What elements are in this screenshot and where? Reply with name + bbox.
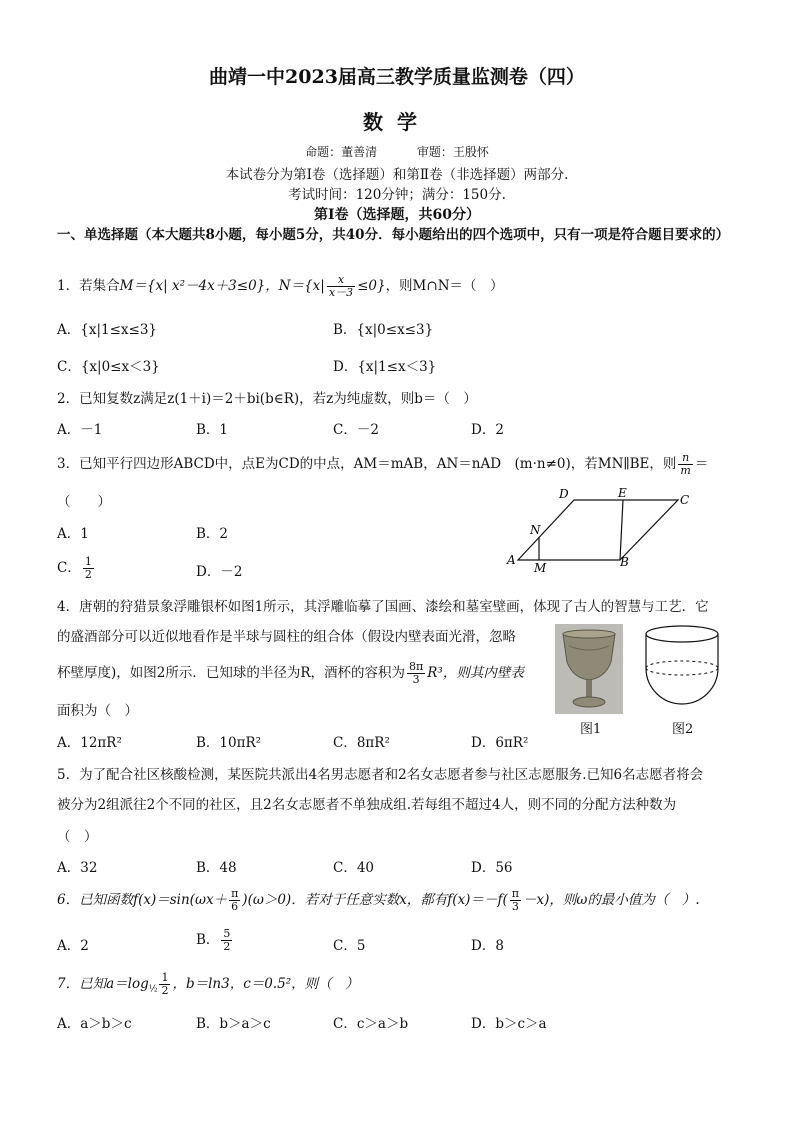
q5-option-d[interactable]: D．56 (471, 860, 513, 876)
q3-option-c-label: C． (57, 560, 81, 576)
q5-option-b[interactable]: B．48 (196, 860, 237, 876)
parallelogram-figure (500, 484, 700, 574)
q6-pre: 6．已知函数f(x)＝sin(ωx＋ (57, 892, 228, 908)
q1-set-n-post: ≤0} (357, 278, 386, 294)
author: 命题：董善清 (305, 145, 378, 159)
goblet-stem (586, 680, 592, 698)
q3-c-den: 2 (84, 568, 92, 581)
goblet-rim (563, 630, 615, 638)
q4-line-2: 的盛酒部分可以近似地看作是半球与圆柱的组合体（假设内壁表面光滑，忽略 (57, 629, 516, 645)
q6-frac-1 (229, 888, 240, 913)
q7-post: ，b＝ln3，c＝0.5²，则（ ） (172, 976, 359, 992)
q4-frac-den: 3 (412, 673, 420, 686)
q6-option-b-label: B． (196, 932, 220, 948)
question-3 (57, 452, 708, 477)
q6-post: －x)，则ω的最小值为（ ）. (522, 892, 700, 908)
label-d: D (559, 487, 569, 501)
subject-title: 数学 (363, 110, 431, 134)
q6-frac-2-num: π (511, 887, 519, 900)
q1-frac-den: x－3 (328, 286, 354, 299)
q4-frac-num: 8π (409, 660, 424, 673)
q4-option-b[interactable]: B．10πR² (196, 735, 262, 751)
q6-option-b[interactable] (196, 928, 234, 953)
section-title: 一、单选择题（本大题共8小题，每小题5分，共40分．每小题给出的四个选项中，只有一项是符合题目要求的） (57, 227, 730, 243)
figure-2-caption: 图2 (672, 722, 694, 737)
segment-be (620, 500, 623, 560)
q4-line-4: 面积为（ ） (57, 703, 138, 719)
q5-option-c[interactable]: C．40 (333, 860, 375, 876)
q1-option-a[interactable]: A．{x|1≤x≤3} (57, 322, 158, 338)
q1-frac-num: x (327, 274, 355, 287)
intro-line-2: 考试时间：120分钟；满分：150分. (288, 187, 506, 203)
q1-option-b[interactable]: B．{x|0≤x≤3} (333, 322, 434, 338)
q7-frac-den: 2 (161, 984, 169, 997)
q1-ask: ，则M∩N＝（ ） (385, 278, 504, 294)
label-n: N (530, 523, 541, 537)
q3-option-d[interactable]: D．－2 (196, 564, 243, 580)
q4-line-1: 4．唐朝的狩猎景象浮雕银杯如图1所示，其浮雕临摹了国画、漆绘和墓室壁画，体现了古人的智慧与工艺．它 (57, 599, 709, 615)
intro-line-1: 本试卷分为第Ⅰ卷（选择题）和第Ⅱ卷（非选择题）两部分. (225, 167, 569, 183)
q4-option-c[interactable]: C．8πR² (333, 735, 390, 751)
parallelogram-shape (518, 500, 678, 560)
q7-frac-num: 1 (161, 971, 169, 984)
q3-option-b[interactable]: B．2 (196, 526, 229, 542)
q4-option-a[interactable]: A．12πR² (57, 735, 122, 751)
label-m: M (534, 561, 547, 574)
label-e: E (618, 486, 627, 500)
q6-b-den: 2 (223, 940, 231, 953)
label-a: A (507, 553, 516, 567)
q5-line-1: 5．为了配合社区核酸检测，某医院共派出4名男志愿者和2名女志愿者参与社区志愿服务.已知6名志愿者将会 (57, 767, 704, 783)
q6-frac-2-den: 3 (511, 900, 519, 913)
q6-frac-1-den: 6 (231, 900, 239, 913)
q3-c-num: 1 (84, 555, 92, 568)
q1-fraction (327, 274, 355, 299)
q6-frac-2 (510, 888, 521, 913)
q5-option-a[interactable]: A．32 (57, 860, 98, 876)
q7-option-a[interactable]: A．a＞b＞c (57, 1016, 132, 1032)
hemisphere-cylinder-figure (642, 622, 728, 714)
q6-option-b-frac (221, 928, 232, 953)
q4-option-d[interactable]: D．6πR² (471, 735, 529, 751)
exam-title: 曲靖一中2023届高三教学质量监测卷（四） (209, 66, 585, 88)
hemisphere-dashed-ellipse-front (646, 668, 718, 675)
q6-b-num: 5 (223, 927, 231, 940)
q3-paren: （ ） (57, 494, 111, 510)
q4-fraction (407, 661, 425, 686)
goblet-photo (555, 624, 623, 714)
q5-line-2: 被分为2组派往2个不同的社区，且2名女志愿者不单独成组.若每组不超过4人，则不同的分配方法种数为 (57, 797, 677, 813)
q3-frac-num: n (678, 452, 692, 465)
q4-line-3 (57, 661, 524, 686)
q2-option-c[interactable]: C．－2 (333, 422, 379, 438)
q1-num: 1．若集合 (57, 278, 120, 294)
q2-option-d[interactable]: D．2 (471, 422, 504, 438)
q6-option-c[interactable]: C．5 (333, 938, 366, 954)
reviewer: 审题：王殷怀 (416, 145, 489, 159)
goblet-foot (573, 697, 605, 707)
q6-frac-1-num: π (231, 887, 239, 900)
label-b: B (620, 555, 629, 569)
q1-set-m: M＝{x| x²－4x＋3≤0} (119, 278, 266, 294)
q3-text: 3．已知平行四边形ABCD中，点E为CD的中点，AM＝mAB，AN＝nAD (m·n≠0)，若MN∥BE，则 (57, 456, 677, 472)
q4-line-3-pre: 杯壁厚度)，如图2所示．已知球的半径为R，酒杯的容积为 (57, 665, 406, 681)
q1-option-c[interactable]: C．{x|0≤x＜3} (57, 359, 160, 375)
figure-1-caption: 图1 (580, 722, 602, 737)
question-1 (57, 274, 504, 299)
q7-option-c[interactable]: C．c＞a＞b (333, 1016, 409, 1032)
q3-option-a[interactable]: A．1 (57, 526, 89, 542)
q7-option-d[interactable]: D．b＞c＞a (471, 1016, 547, 1032)
question-2: 2．已知复数z满足z(1＋i)＝2＋bi(b∈R)，若z为纯虚数，则b＝（ ） (57, 391, 477, 407)
q4-line-3-post: R³，则其内壁表 (427, 665, 524, 681)
q3-option-c-frac (83, 556, 94, 581)
part-title: 第Ⅰ卷（选择题，共60分） (313, 207, 481, 223)
authors-line (0, 143, 794, 160)
question-6 (57, 888, 700, 913)
q7-fraction (159, 972, 170, 997)
q3-option-c[interactable] (57, 556, 96, 581)
q3-frac-den: m (680, 464, 691, 477)
q7-pre: 7．已知a＝log (57, 976, 149, 992)
label-c: C (680, 493, 690, 507)
q2-option-a[interactable]: A．－1 (57, 422, 103, 438)
q2-option-b[interactable]: B．1 (196, 422, 229, 438)
q1-option-d[interactable]: D．{x|1≤x＜3} (333, 359, 437, 375)
q5-line-3: （ ） (57, 829, 98, 845)
q3-eq: ＝ (694, 456, 709, 472)
question-7 (57, 972, 359, 997)
q7-log-base: ½ (148, 984, 158, 995)
q7-option-b[interactable]: B．b＞a＞c (196, 1016, 271, 1032)
q1-set-n-pre: ，N＝{x| (265, 278, 325, 294)
q6-option-a[interactable]: A．2 (57, 938, 89, 954)
q6-mid: )(ω＞0)．若对于任意实数x，都有f(x)＝－f( (242, 892, 508, 908)
hemisphere-dashed-ellipse (646, 661, 718, 668)
cylinder-top-ellipse (646, 626, 718, 642)
q6-option-d[interactable]: D．8 (471, 938, 504, 954)
q3-fraction (678, 452, 692, 477)
